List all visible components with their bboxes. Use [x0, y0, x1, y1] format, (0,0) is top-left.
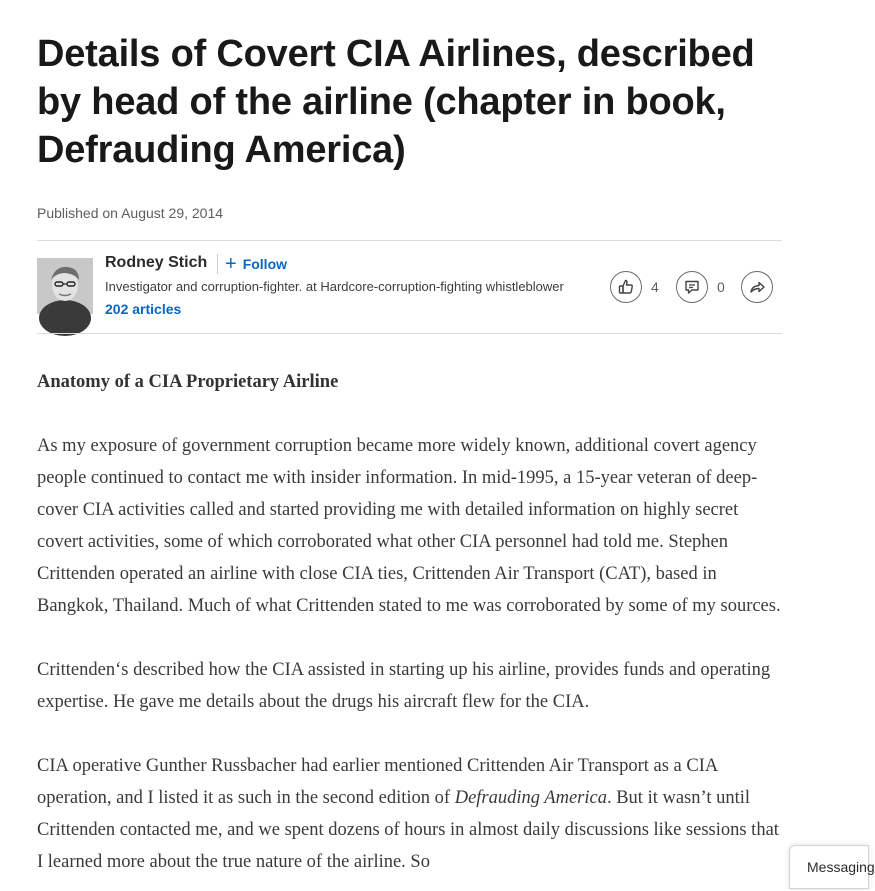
paragraph: As my exposure of government corruption became more widely known, additional covert agency people continued to contact me with insider information. In mid-1995, a 15-year veteran of deep-cover CIA activities called and started providing me with detailed information on highly secret covert activities, some of which corroborated what other CIA personnel had told me. Stephen Crittenden operated an airline with close CIA ties, Crittenden Air Transport (CAT), based in Bangkok, Thailand. Much of what Crittenden stated to me was corroborated by some of my sources.: [37, 436, 781, 616]
share-control: [741, 271, 773, 303]
follow-label: Follow: [242, 256, 288, 272]
paragraph-text: . But it wasn’t until Crittenden contacted me, and we spent dozens of hours in almost daily discussions like sessions that I learned more about the true nature of the airline. So: [37, 788, 779, 872]
messaging-label: Messaging: [807, 859, 875, 875]
article-subhead: Anatomy of a CIA Proprietary Airline: [37, 372, 339, 392]
like-button[interactable]: [610, 271, 642, 303]
author-avatar[interactable]: [37, 258, 93, 314]
like-control: [610, 271, 659, 303]
separator: [217, 254, 218, 274]
comment-count: 0: [717, 279, 725, 295]
author-articles-link[interactable]: 202 articles: [105, 301, 182, 317]
comment-icon: [683, 278, 701, 296]
book-title: Defrauding America: [454, 788, 607, 808]
author-headline: Investigator and corruption-fighter. at Hardcore-corruption-fighting whistleblower: [105, 279, 564, 294]
article-body: [37, 362, 782, 878]
divider: [37, 333, 782, 334]
like-count: 4: [651, 279, 659, 295]
share-icon: [748, 278, 766, 296]
share-button[interactable]: [741, 271, 773, 303]
published-date: Published on August 29, 2014: [37, 205, 224, 221]
messaging-tab[interactable]: [789, 845, 875, 889]
paragraph: [37, 750, 782, 878]
author-name[interactable]: Rodney Stich: [105, 254, 208, 271]
follow-button[interactable]: [225, 254, 287, 274]
paragraph-text: CIA operative Gunther Russbacher had earlier mentioned Crittenden Air Transport as a CIA operation, and I listed it as such in the second edition of: [37, 756, 718, 808]
avatar-photo: [37, 258, 93, 314]
article-title: Details of Covert CIA Airlines, described by head of the airline (chapter in book, Defrauding America): [37, 33, 755, 171]
paragraph: Crittenden‘s described how the CIA assisted in starting up his airline, provides funds and operating expertise. He gave me details about the drugs his aircraft flew for the CIA.: [37, 660, 771, 712]
divider: [37, 240, 782, 241]
comment-button[interactable]: [676, 271, 708, 303]
comment-control: [676, 271, 725, 303]
like-icon: [617, 278, 635, 296]
plus-icon: +: [225, 253, 237, 275]
